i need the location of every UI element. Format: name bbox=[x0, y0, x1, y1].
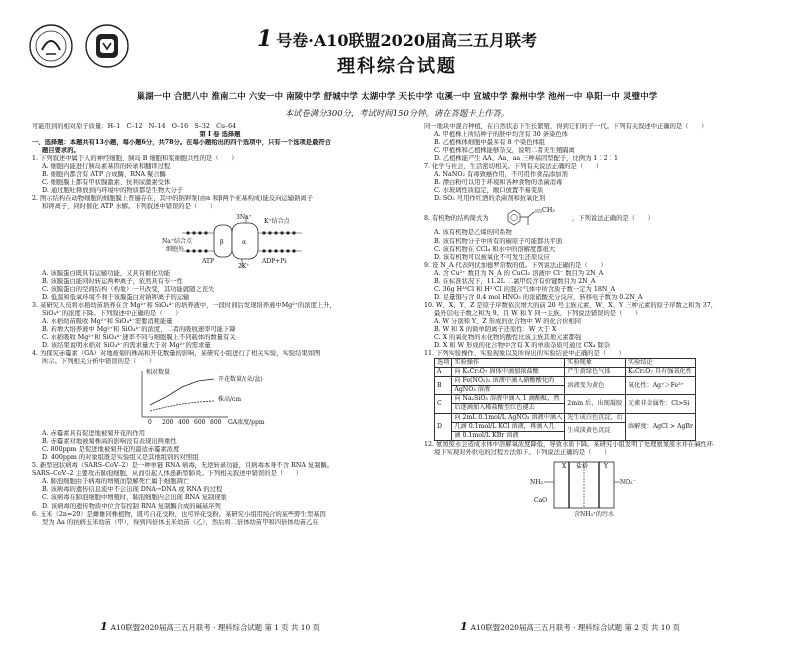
option: A. 该膜蛋白既具有运输功能，又具有催化功能 bbox=[42, 269, 171, 277]
table-cell: 向 Fe(NO₃)₂ 溶液中滴入硝酸酸化的 bbox=[452, 377, 565, 386]
table-header: 实验现象 bbox=[565, 359, 626, 368]
option: D. 该病毒的遗传物质中位含有控制 RNA 复制酶合成的碱基序列 bbox=[42, 502, 221, 510]
footer-right-text: A10联盟2020届高三五月联考 · 理科综合试题 第 2 页 共 10 页 bbox=[470, 623, 680, 632]
ga-chart bbox=[32, 367, 408, 429]
option: B. 乙植株体细胞中最多有 8 个染色体组 bbox=[434, 139, 546, 147]
table-cell: 溶液变为黄色 bbox=[565, 377, 626, 395]
option: C. 水稻吸收 Mg²⁺和 SiO₄⁴⁻速率不同与细胞膜上不同载体的数量有关 bbox=[42, 333, 236, 341]
option: C. 36g H³⁵Cl 和 H³⁷Cl 的混合气体中所含质子数一定为 18N_A bbox=[434, 285, 616, 293]
series-height: 株高/cm bbox=[218, 396, 242, 404]
option: C. 甲植株和乙植株能够杂交，说明二者无生殖隔离 bbox=[434, 147, 575, 155]
option: B. 若增大培养液中 Mg²⁺和 SiO₄⁴⁻的浓度，二者的吸收速率可能下降 bbox=[42, 325, 236, 333]
footer-left bbox=[100, 620, 320, 633]
question-4: 4. 为探究赤霉素（GA）对地被菊的株高和开花数量的影响，某研究小组进行了相关实验，实验结果如图 bbox=[32, 349, 321, 357]
beta-label: β bbox=[220, 238, 224, 246]
question-9: 9. 设 N_A 代表阿伏加德罗常数的值。下列说法正确的是（ ） bbox=[424, 261, 607, 269]
table-cell: B bbox=[435, 377, 452, 395]
tick: 800 bbox=[210, 419, 222, 427]
chart-ylabel: 相对数量 bbox=[146, 369, 171, 377]
question-3: 3. 某研究人员将水稻幼苗培养在含 Mg²⁺和 SiO₄⁴⁻的培养液中，一段时间后发现培养液中Mg²⁺的浓度上升， bbox=[32, 301, 336, 309]
exam-note: 本试卷满分300分，考试时间150分钟。请在答题卡上作答。 bbox=[284, 108, 510, 118]
table-cell: 2min 后，出现凝胶 bbox=[565, 395, 626, 413]
table-cell: 向 Na₂SiO₃ 溶液中滴入 1 滴酚酞，然 bbox=[452, 395, 565, 404]
table-header: 选项 bbox=[435, 359, 452, 368]
option: C. 水玻璃性质稳定，敞口放置不易变质 bbox=[434, 187, 544, 195]
footer-brand-mark: 1 bbox=[460, 620, 468, 633]
option: A. 甲植株上所结种子的胚中均含有 30 条染色体 bbox=[434, 131, 568, 139]
question-7: 7. 化学与社会、生活密切相关。下列有关说法正确的是（ ） bbox=[424, 163, 603, 171]
table-row bbox=[435, 413, 696, 422]
question-4-cont: 所示。下列相关分析中错误的是（ ） bbox=[42, 358, 156, 366]
option: D. 足量铜与含 0.4 mol HNO₃ 的浓硝酸充分反应，转移电子数为 0.2N_A bbox=[434, 293, 643, 301]
table-cell: 生成淡黄色沉淀 bbox=[565, 422, 626, 440]
table-cell: C bbox=[435, 395, 452, 413]
brand-line bbox=[0, 26, 794, 52]
structure-formula bbox=[424, 204, 778, 228]
option: C. 该有机物在 CCl₄ 和水中的溶解度都很大 bbox=[434, 245, 556, 253]
electrolysis-diagram bbox=[424, 458, 778, 518]
question-2: 2. 图示结构在动物细胞的细胞膜上普遍存在，其中的钠钾泵(由α 和β两个亚基构成)能反向运输钠离子 bbox=[32, 195, 313, 203]
table-cell: 几滴 0.1mol/L KCl 溶液，再滴入几 bbox=[452, 422, 565, 431]
series-flowers: 开花数量/(朵/盆) bbox=[218, 376, 263, 384]
question-5: 5. 新型冠状病毒（SARS–CoV–2）是一种单链 RNA 病毒，无逆转录功能，且病毒本身不含 RNA 复制酶。 bbox=[32, 462, 334, 470]
page-title: 理科综合试题 bbox=[337, 56, 457, 77]
question-8: 8. 有机物的结构简式为 bbox=[424, 215, 489, 223]
question-1: 1. 下列叙述中属于人的神经细胞、胰岛 B 细胞和浆细胞共性的是（ ） bbox=[32, 155, 238, 163]
alpha-label: α bbox=[242, 238, 247, 246]
section-instruction: 一、选择题：本题共有13小题，每小题6分，共78分。在每小题给出的四个选项中，只有一个选项是最符合 bbox=[32, 139, 331, 147]
right-column bbox=[424, 123, 778, 519]
table-header-row bbox=[435, 359, 696, 368]
option: C. 800ppm 是促进地被菊开花的最适赤霉素浓度 bbox=[42, 446, 180, 454]
salt-bridge-label: 盐桥 bbox=[576, 462, 589, 470]
option: A. NaNO₂ 有毒致癌作用，不可用作食品添加剂 bbox=[434, 171, 568, 179]
option: B. 漂白粉可以用于环境和各种食物的杀菌消毒 bbox=[434, 179, 563, 187]
nitrate-label: NO₃⁻ bbox=[620, 478, 636, 486]
ga-chart-figure bbox=[32, 367, 408, 429]
table-cell: 产生黄绿色气体 bbox=[565, 368, 626, 377]
table-cell: K₂Cr₂O₇ 具有强氧化性 bbox=[625, 368, 695, 377]
part-heading: 第 Ⅰ 卷 选择题 bbox=[199, 131, 241, 139]
question-3-cont: SiO₄⁴⁻的浓度下降。下列叙述中正确的是（ ） bbox=[42, 309, 182, 317]
table-row bbox=[435, 395, 696, 404]
sodium-pump-diagram bbox=[32, 213, 408, 269]
option: B. 赤霉素对地被菊株高的影响没有表现出两重性 bbox=[42, 438, 177, 446]
outside-label: 细胞外 bbox=[166, 245, 185, 253]
option: C. 该病毒在肺泡细胞中增殖时，肺泡细胞内会出现 RNA 复制现象 bbox=[42, 494, 227, 502]
question-12-cont: 境下实现对外供电的过程方法如下。下列说法正确的是（ ） bbox=[434, 448, 611, 456]
electrode-x: X bbox=[562, 462, 567, 470]
section-instruction-2: 题目要求的。 bbox=[42, 147, 80, 155]
cao-label: CaO bbox=[534, 496, 548, 504]
table-cell: D bbox=[435, 413, 452, 440]
footer-brand-mark: 1 bbox=[100, 620, 108, 633]
tick: 200 bbox=[162, 419, 174, 427]
nh3-label: NH₃ bbox=[530, 478, 543, 486]
table-cell: A bbox=[435, 368, 452, 377]
table-row bbox=[435, 368, 696, 377]
option: D. SO₂ 可用作红酒的杀菌剂和抗氧化剂 bbox=[434, 195, 545, 203]
school-list: 巢湖一中 合肥八中 淮南二中 六安一中 南陵中学 舒城中学 太湖中学 天长中学 屯溪一中 宣城中学 滁州中学 池州一中 阜阳一中 灵璧中学 bbox=[136, 91, 658, 101]
question-8-row bbox=[424, 204, 778, 228]
option: D. 该有机物可以被氧化不可发生还原反应 bbox=[434, 253, 550, 261]
option: D. 通过胞吐释放到内环境中的物质都是生物大分子 bbox=[42, 187, 184, 195]
left-column bbox=[32, 123, 408, 527]
table-cell: 氧化性：Ag⁺＞Fe³⁺ bbox=[625, 377, 695, 395]
option: C. X 的氧化物的水化物的酸性比该主族其他元素都强 bbox=[434, 334, 582, 342]
experiment-table bbox=[434, 358, 696, 440]
sodium-pump-figure bbox=[32, 213, 408, 269]
adp-label: ADP+Pi bbox=[262, 257, 287, 265]
atp-label: ATP bbox=[202, 257, 215, 265]
option: A. 细胞内能进行胰岛素基因的转录和翻译过程 bbox=[42, 163, 171, 171]
option: A. W 分别和 Y、Z 形成的化合物中 W 的化合价相同 bbox=[434, 317, 582, 325]
table-header: 实验操作 bbox=[452, 359, 565, 368]
footer-right bbox=[460, 620, 680, 633]
option: A. 水稻幼苗吸收 Mg²⁺和 SiO₄⁴⁻需要消耗能量 bbox=[42, 317, 173, 325]
option: B. 在标准状况下，11.2L 二氯甲烷含有价键数目为 2N_A bbox=[434, 277, 596, 285]
na-label: 3Na⁺ bbox=[236, 213, 252, 221]
table-cell: 向 2mL 0.1mol/L AgNO₃ 溶液中滴入 bbox=[452, 413, 565, 422]
option: A. 赤霉素具有促进地被菊开花的作用 bbox=[42, 430, 146, 438]
wastewater-label: 含NH₃⁺的污水 bbox=[574, 510, 615, 518]
question-2-cont: 和钾离子，同时催化 ATP 水解。下列叙述中错误的是（ ） bbox=[42, 203, 217, 211]
question-11: 11. 下列实验操作、实验现象以及所得出的实验结论中正确的是（ ） bbox=[424, 350, 625, 358]
table-cell: 滴 0.1mol/L KBr 溶液 bbox=[452, 431, 565, 440]
option: D. 低温和低氧环境不利于该膜蛋白对钠钾离子的运输 bbox=[42, 293, 190, 301]
table-row bbox=[435, 377, 696, 386]
table-cell: 后逐滴加入稀盐酸至红色褪去 bbox=[452, 404, 565, 413]
option: D. 该结果说明水稻对 SiO₄⁴⁻的需求量大于对 Mg²⁺的需求量 bbox=[42, 341, 211, 349]
option: D. X 和 W 形成的化合物中含有 X 的单质杂质可通过 CX₄ 除杂 bbox=[434, 342, 611, 350]
table-cell: 向 K₂Cr₂O₇ 固体中滴加浓盐酸 bbox=[452, 368, 565, 377]
option: D. 乙植株能产生 AA、Aa、aa 三种基因型配子，比例为 1︰2︰1 bbox=[434, 155, 618, 163]
electrode-y: Y bbox=[604, 462, 608, 470]
question-10-cont: 最外层电子数之和为 9。且 W 和 Y 同一主族。下列说法错误的是（ ） bbox=[434, 309, 642, 317]
table-cell: 元素非金属性：Cl>Si bbox=[625, 395, 695, 413]
tick: 0 bbox=[148, 419, 152, 427]
brand-mark: 1 bbox=[256, 26, 273, 52]
question-6: 6. 玉米（2n=20）是雌雄同株植物，既可自花受粉，也可异花受粉。某研究小组用纯合的某些野生型基因 bbox=[32, 510, 326, 518]
tick: 400 bbox=[178, 419, 190, 427]
question-10: 10. W、X、Y、Z 是原子序数依次增大的前 20 号主族元素，W、X、Y 三种元素的原子序数之和为 37， bbox=[424, 301, 718, 309]
option: A. 肺泡细胞由于病毒的增殖而裂解死亡属于细胞凋亡 bbox=[42, 478, 190, 486]
option: B. W 和 X 的简单阴离子还原性：W 大于 X bbox=[434, 326, 557, 334]
option: C. 该膜蛋白的空间结构（构象）一旦改变，其功能就随之丧失 bbox=[42, 285, 215, 293]
tick: 600 bbox=[194, 419, 206, 427]
option: A. 含 Cu²⁺ 数目为 N_A 的 CuCl₂ 溶液中 Cl⁻ 数目为 2N_A bbox=[434, 269, 604, 277]
footer-left-text: A10联盟2020届高三五月联考 · 理科综合试题 第 1 页 共 10 页 bbox=[110, 623, 320, 632]
option: B. 细胞内都含有 ATP 合成酶、RNA 聚合酶 bbox=[42, 171, 166, 179]
option: C. 细胞膜上都有甲状腺激素、抗利尿激素受体 bbox=[42, 179, 171, 187]
table-cell: 溶解度：AgCl > AgBr bbox=[625, 413, 695, 440]
electrolysis-figure bbox=[424, 458, 778, 518]
atomic-masses: 可能用到的相对原子质量：H–1 C–12 N–14 O–16 S–32 Cu–64 bbox=[32, 123, 237, 130]
option: B. 该有机物分子中所有的碳原子可能都共平面 bbox=[434, 237, 563, 245]
question-6-cont-2: 同一地块中混合种植，在自然状态下生长繁殖，得到它们的子一代。下列有关叙述中正确的是（ ） bbox=[424, 123, 708, 130]
na-site-label: Na⁺结合点 bbox=[162, 237, 192, 245]
option: A. 该有机物是乙烯的同系物 bbox=[434, 229, 512, 237]
question-6-cont: 型为 Aa 的抗病玉米幼苗（甲），得到四倍体玉米幼苗（乙），然后将二倍体幼苗甲和四倍体幼苗乙在 bbox=[42, 518, 319, 526]
question-12: 12. 氨氮废水会造成水体中溶解氧浓度降低，导致水质下降。某研究小组发明了处理氨氮废水并在碱性环 bbox=[424, 440, 714, 448]
methyl-label: CH₃ bbox=[542, 207, 555, 215]
k-site-label: K⁺结合点 bbox=[264, 217, 290, 225]
table-cell: AgNO₃ 溶液 bbox=[452, 386, 565, 395]
option: B. 该病毒的遗传信息流中不会出现 DNA→DNA 或 RNA 的过程 bbox=[42, 486, 223, 494]
option: B. 该膜蛋白能同时转运两种离子，依然具有专一性 bbox=[42, 277, 183, 285]
table-header: 实验结论 bbox=[625, 359, 695, 368]
question-8-cont: ，下列说法正确的是（ ） bbox=[572, 215, 654, 223]
k-ion-label: 2K⁺ bbox=[238, 262, 250, 269]
brand-title: 号卷·A10联盟2020届高三五月联考 bbox=[276, 31, 538, 50]
option: D. 400ppm 的对象组既是实验组又是其他组别的对照组 bbox=[42, 454, 199, 462]
chart-xlabel: GA浓度/ppm bbox=[228, 419, 265, 427]
table-cell: 先生成白色沉淀，后 bbox=[565, 413, 626, 422]
question-5-cont: SARS–CoV–2 主要攻击肺泡细胞，从而引起人体患新型肺炎。下列相关叙述中错误的是（ ） bbox=[32, 470, 303, 478]
